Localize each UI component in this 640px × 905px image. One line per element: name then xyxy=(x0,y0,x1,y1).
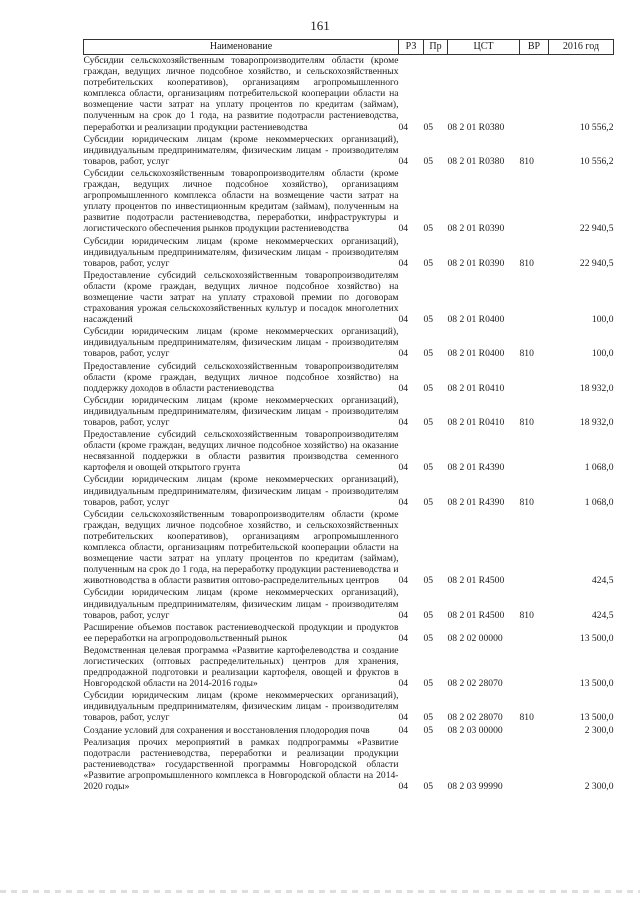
table-row xyxy=(84,55,614,134)
row-rz-cell: 04 xyxy=(398,575,409,587)
row-vr-cell xyxy=(520,725,549,737)
row-name-cell: Ведомственная целевая программа «Развитие картофелеводства и создание логистических (оптовых распределительных) центров для хранения, предпродажной подготовки и реализации картофеля, овощей и фруктов в Новгородской области на 2014-2016 годы» xyxy=(83,644,399,690)
row-pr-cell: 05 xyxy=(423,632,434,644)
row-amount-cell: 424,5 xyxy=(591,609,614,621)
row-name-cell: Субсидии сельскохозяйственным товаропроизводителям области (кроме граждан, ведущих личное подсобное хозяйство, и сельскохозяйственных потребительских кооперативов), организациям агропромышленного комплекса области, организациям потребительской кооперации области на возмещение части затрат на уплату процентов по кредитам (займам), полученным на срок до 1 года, на развитие подотрасли растениеводства, переработки и реализации продукции растениеводства xyxy=(83,55,399,133)
row-amount-cell: 22 940,5 xyxy=(579,223,614,235)
row-vr-cell xyxy=(520,622,549,645)
row-pr-cell: 05 xyxy=(423,496,434,508)
table-row xyxy=(84,236,614,270)
row-rz-cell: 04 xyxy=(398,314,409,326)
table-row xyxy=(84,270,614,326)
row-vr-cell: 810 xyxy=(519,155,534,167)
row-pr-cell: 05 xyxy=(423,121,434,133)
table-row xyxy=(84,134,614,168)
table-row xyxy=(84,725,614,737)
row-name-cell: Субсидии сельскохозяйственным товаропроизводителям области (кроме граждан, ведущих личное подсобное хозяйство, и сельскохозяйственных потребительских кооперативов), организациям агропромышленного комплекса области, организациям потребительской кооперации области на возмещение части затрат на уплату процентов по кредитам (займам), полученным на срок до 1 года, на переработку продукции растениеводства и животноводства в области развития оптово-распределительных центров xyxy=(83,508,399,587)
row-cst-cell: 08 2 01 R4390 xyxy=(447,496,505,508)
row-amount-cell: 10 556,2 xyxy=(579,121,614,133)
row-name-cell: Субсидии юридическим лицам (кроме некоммерческих организаций), индивидуальным предпринимателям, физическим лицам - производителям товаров, работ, услуг xyxy=(83,474,399,508)
row-name-cell: Субсидии юридическим лицам (кроме некоммерческих организаций), индивидуальным предпринимателям, физическим лицам - производителям товаров, работ, услуг xyxy=(83,235,399,269)
column-header-vr: ВР xyxy=(520,40,549,55)
row-rz-cell: 04 xyxy=(398,632,409,644)
row-amount-cell: 2 300,0 xyxy=(584,724,614,736)
row-pr-cell: 05 xyxy=(423,223,434,235)
row-name-cell: Расширение объемов поставок растениеводческой продукции и продуктов ее переработки на агропродовольственный рынок xyxy=(83,621,399,644)
row-name-cell: Субсидии юридическим лицам (кроме некоммерческих организаций), индивидуальным предпринимателям, физическим лицам - производителям товаров, работ, услуг xyxy=(83,326,399,360)
row-vr-cell xyxy=(520,168,549,236)
row-pr-cell: 05 xyxy=(423,724,434,736)
row-cst-cell: 08 2 01 R0380 xyxy=(447,155,505,167)
row-name-cell: Субсидии юридическим лицам (кроме некоммерческих организаций), индивидуальным предпринимателям, физическим лицам - производителям товаров, работ, услуг xyxy=(83,394,399,428)
column-header-cst: ЦСТ xyxy=(448,40,520,55)
row-vr-cell: 810 xyxy=(519,257,534,269)
row-cst-cell: 08 2 01 R0410 xyxy=(447,417,505,428)
row-pr-cell: 05 xyxy=(423,382,434,394)
row-name-cell: Субсидии юридическим лицам (кроме некоммерческих организаций), индивидуальным предпринимателям, физическим лицам - производителям товаров, работ, услуг xyxy=(83,133,399,167)
row-amount-cell: 10 556,2 xyxy=(579,155,614,167)
row-name-cell: Субсидии юридическим лицам (кроме некоммерческих организаций), индивидуальным предпринимателям, физическим лицам - производителям товаров, работ, услуг xyxy=(83,690,399,724)
table-row xyxy=(84,361,614,395)
row-vr-cell xyxy=(520,270,549,326)
row-rz-cell: 04 xyxy=(398,609,409,621)
row-amount-cell: 22 940,5 xyxy=(579,257,614,269)
row-cst-cell: 08 2 01 R0380 xyxy=(447,121,505,133)
scan-edge-artifact xyxy=(0,890,640,893)
row-cst-cell: 08 2 01 R0400 xyxy=(447,314,505,326)
table-row xyxy=(84,326,614,360)
row-amount-cell: 13 500,0 xyxy=(579,678,614,690)
table-row xyxy=(84,509,614,588)
row-rz-cell: 04 xyxy=(398,678,409,690)
row-rz-cell: 04 xyxy=(398,121,409,133)
row-rz-cell: 04 xyxy=(398,496,409,508)
row-amount-cell: 18 932,0 xyxy=(579,417,614,428)
row-rz-cell: 04 xyxy=(398,257,409,269)
row-cst-cell: 08 2 03 00000 xyxy=(447,724,503,736)
table-row xyxy=(84,168,614,236)
row-name-cell: Реализация прочих мероприятий в рамках подпрограммы «Развитие подотрасли растениеводства, переработки и реализации продукции растениеводства» государственной программы Новгородской области «Развитие агропромышленного комплекса в Новгородской области на 2014-2020 годы» xyxy=(83,736,399,792)
row-name-cell: Предоставление субсидий сельскохозяйственным товаропроизводителям области (кроме граждан, ведущих личное подсобное хозяйство) на возмещение части затрат на уплату страховой премии по договорам страхования урожая сельскохозяйственных культур и посадок многолетних насаждений xyxy=(83,269,399,326)
table-row xyxy=(84,395,614,429)
row-amount-cell: 18 932,0 xyxy=(579,382,614,394)
row-vr-cell: 810 xyxy=(519,496,534,508)
column-header-rz: РЗ xyxy=(399,40,424,55)
column-header-name: Наименование xyxy=(84,40,399,55)
row-vr-cell xyxy=(520,509,549,588)
page-number: 161 xyxy=(310,18,330,33)
row-vr-cell xyxy=(520,361,549,395)
row-cst-cell: 08 2 02 28070 xyxy=(447,678,503,690)
row-amount-cell: 424,5 xyxy=(591,575,614,587)
row-name-cell: Создание условий для сохранения и восстановления плодородия почв xyxy=(83,724,370,736)
row-pr-cell: 05 xyxy=(423,348,434,360)
row-amount-cell: 1 068,0 xyxy=(584,496,614,508)
table-row xyxy=(84,737,614,793)
row-rz-cell: 04 xyxy=(398,382,409,394)
row-rz-cell: 04 xyxy=(398,223,409,235)
row-vr-cell xyxy=(520,645,549,690)
row-pr-cell: 05 xyxy=(423,609,434,621)
row-rz-cell: 04 xyxy=(398,712,409,724)
row-vr-cell xyxy=(520,55,549,134)
row-pr-cell: 05 xyxy=(423,314,434,326)
row-vr-cell: 810 xyxy=(519,609,534,621)
table-header-row xyxy=(84,40,614,55)
row-rz-cell: 04 xyxy=(398,781,409,792)
row-vr-cell: 810 xyxy=(519,712,534,724)
budget-table xyxy=(83,39,614,793)
row-amount-cell: 1 068,0 xyxy=(584,462,614,474)
row-amount-cell: 13 500,0 xyxy=(579,712,614,724)
row-vr-cell xyxy=(520,737,549,793)
row-cst-cell: 08 2 01 R0390 xyxy=(447,223,505,235)
row-amount-cell: 13 500,0 xyxy=(579,632,614,644)
row-cst-cell: 08 2 01 R0400 xyxy=(447,348,505,360)
row-cst-cell: 08 2 01 R0410 xyxy=(447,382,505,394)
row-amount-cell: 100,0 xyxy=(591,314,614,326)
row-pr-cell: 05 xyxy=(423,417,434,428)
row-pr-cell: 05 xyxy=(423,462,434,474)
table-row xyxy=(84,474,614,508)
row-name-cell: Предоставление субсидий сельскохозяйственным товаропроизводителям области (кроме граждан, ведущих личное подсобное хозяйство) на поддержку доходов в области растениеводства xyxy=(83,360,399,394)
row-vr-cell xyxy=(520,429,549,474)
row-rz-cell: 04 xyxy=(398,348,409,360)
row-rz-cell: 04 xyxy=(398,462,409,474)
table-row xyxy=(84,622,614,645)
row-vr-cell: 810 xyxy=(519,348,534,360)
row-cst-cell: 08 2 02 28070 xyxy=(447,712,503,724)
table-row xyxy=(84,429,614,474)
table-row xyxy=(84,645,614,690)
row-name-cell: Субсидии юридическим лицам (кроме некоммерческих организаций), индивидуальным предпринимателям, физическим лицам - производителям товаров, работ, услуг xyxy=(83,587,399,621)
row-name-cell: Субсидии сельскохозяйственным товаропроизводителям области (кроме граждан, ведущих личное подсобное хозяйство), организациям агропромышленного комплекса области на возмещение части затрат на уплату процентов по инвестиционным кредитам (займам), полученным на развитие подотрасли растениеводства, переработки, инфраструктуры и логистического обеспечения рынков продукции растениеводства xyxy=(83,167,399,235)
column-header-year: 2016 год xyxy=(549,40,614,55)
row-pr-cell: 05 xyxy=(423,678,434,690)
row-rz-cell: 04 xyxy=(398,155,409,167)
row-cst-cell: 08 2 01 R4500 xyxy=(447,609,505,621)
row-amount-cell: 100,0 xyxy=(591,348,614,360)
row-amount-cell: 2 300,0 xyxy=(584,781,614,792)
table-row xyxy=(84,587,614,621)
row-rz-cell: 04 xyxy=(398,724,409,736)
row-cst-cell: 08 2 01 R0390 xyxy=(447,257,505,269)
row-cst-cell: 08 2 03 99990 xyxy=(447,781,503,792)
row-cst-cell: 08 2 01 R4500 xyxy=(447,575,505,587)
row-pr-cell: 05 xyxy=(423,781,434,792)
row-pr-cell: 05 xyxy=(423,155,434,167)
row-pr-cell: 05 xyxy=(423,712,434,724)
row-vr-cell: 810 xyxy=(519,417,534,428)
row-cst-cell: 08 2 02 00000 xyxy=(447,632,503,644)
row-pr-cell: 05 xyxy=(423,257,434,269)
column-header-pr: Пр xyxy=(424,40,448,55)
row-cst-cell: 08 2 01 R4390 xyxy=(447,462,505,474)
table-row xyxy=(84,690,614,724)
row-pr-cell: 05 xyxy=(423,575,434,587)
row-rz-cell: 04 xyxy=(398,417,409,428)
row-name-cell: Предоставление субсидий сельскохозяйственным товаропроизводителям области (кроме граждан, ведущих личное подсобное хозяйство) на оказание несвязанной поддержки в области развития производства семенного картофеля и овощей открытого грунта xyxy=(83,429,399,474)
